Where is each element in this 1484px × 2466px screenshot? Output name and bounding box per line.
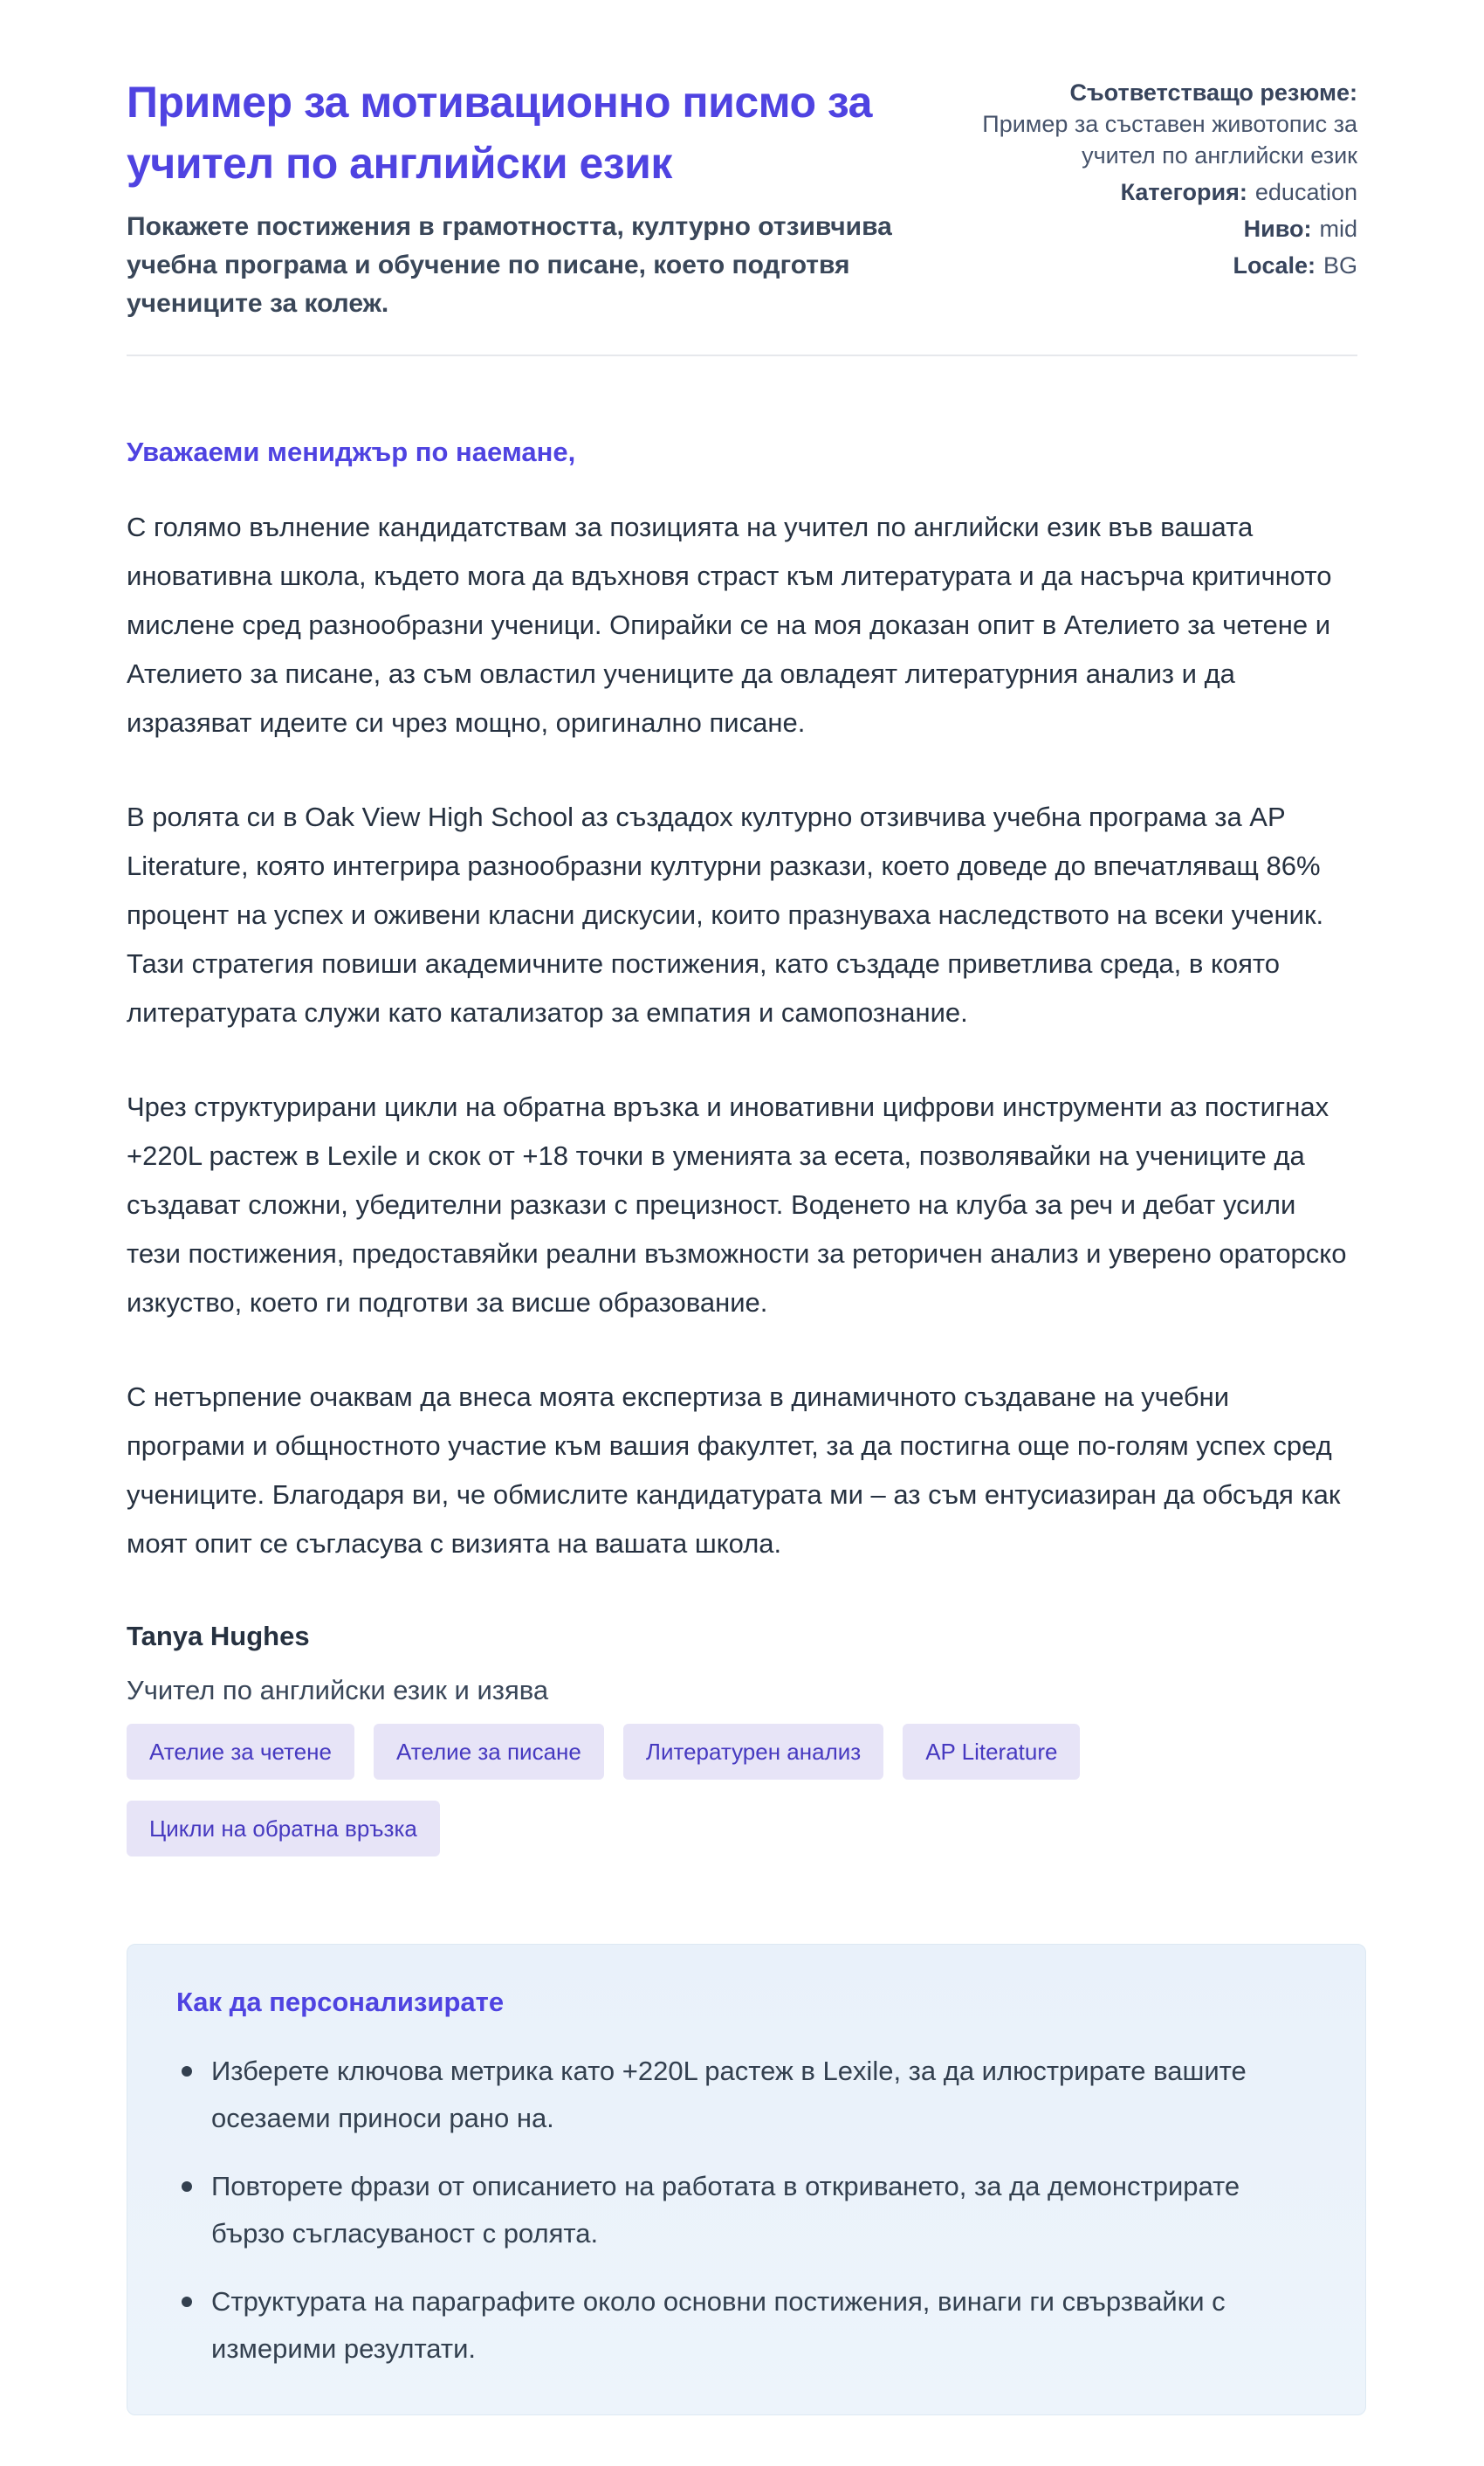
meta-resume-value: Пример за съставен животопис за учител по английски език (982, 111, 1357, 169)
meta-category-row (979, 176, 1357, 208)
tag-list (127, 1724, 1366, 1856)
callout-list-text: Изберете ключова метрика като +220L растеж в Lexile, за да илюстрирате вашите осезаеми приноси рано на. (211, 2056, 1247, 2133)
meta-category-value: education (1254, 179, 1357, 205)
meta-panel (979, 72, 1357, 281)
callout-list-item (176, 2163, 1259, 2257)
meta-category-label: Категория: (1120, 179, 1247, 205)
letter-paragraph: Чрез структурирани цикли на обратна връзка и иновативни цифрови инструменти аз постигнах +220L растеж в Lexile и скок от +18 точки в уменията за есета, позволявайки на учениците да създават сложни, убедителни разкази с прецизност. Воденето на клуба за реч и дебат усили тези постижения, предоставяйки реални възможности за реторичен анализ и уверено ораторско изкуство, което ги подготви за висше образование. (127, 1092, 1347, 1318)
bullet-icon (182, 2181, 192, 2192)
tag-chip: AP Literature (903, 1724, 1080, 1780)
letter-paragraph: С нетърпение очаквам да внеса моята експертиза в динамичното създаване на учебни програми и общностното участие към вашия факултет, за да постигна още по-голям успех сред учениците. Благодаря ви, че обмислите кандидатурата ми – аз съм ентусиазиран да обсъдя как моят опит се съгласува с визията на вашата школа. (127, 1381, 1341, 1559)
tag-chip: Ателие за писане (374, 1724, 604, 1780)
page-subtitle: Покажете постижения в грамотността, културно отзивчива учебна програма и обучение по писане, което подготвя учениците за колеж. (127, 212, 892, 318)
tag-chip: Литературен анализ (623, 1724, 883, 1780)
meta-resume-label: Съответстващо резюме: (1069, 79, 1357, 106)
header-divider (127, 355, 1357, 356)
letter-greeting: Уважаеми мениджър по наемане, (127, 437, 576, 467)
callout-list-text: Повторете фрази от описанието на работата в откриването, за да демонстрирате бързо съгласуваност с ролята. (211, 2171, 1240, 2249)
meta-locale-row (979, 250, 1357, 281)
letter-body (127, 433, 1357, 2415)
callout-list-item (176, 2278, 1259, 2373)
header (127, 72, 1357, 323)
meta-level-label: Ниво: (1243, 216, 1312, 242)
signature-role: Учител по английски език и изява (127, 1675, 549, 1705)
tag-chip: Ателие за четене (127, 1724, 354, 1780)
meta-level-row (979, 213, 1357, 245)
letter-paragraph: В ролята си в Oak View High School аз създадох културно отзивчива учебна програма за AP Literature, която интегрира разнообразни културни разкази, което доведе до впечатляващ 86% процент на успех и оживени класни дискусии, които празнуваха наследството на всеки ученик. Тази стратегия повиши академичните постижения, като създаде приветлива среда, в която литературата служи като катализатор за емпатия и самопознание. (127, 802, 1324, 1028)
page-title: Пример за мотивационно писмо за учител по английски език (127, 78, 872, 188)
tag-chip: Цикли на обратна връзка (127, 1801, 440, 1856)
callout-box (127, 1944, 1366, 2415)
bullet-icon (182, 2297, 192, 2307)
bullet-icon (182, 2066, 192, 2077)
callout-title: Как да персонализирате (176, 1987, 505, 2017)
meta-locale-value: BG (1323, 252, 1357, 279)
letter-paragraph: С голямо вълнение кандидатствам за позицията на учител по английски език във вашата иновативна школа, където мога да вдъхновя страст към литературата и да насърча критичното мислене сред разнообразни ученици. Опирайки се на моя доказан опит в Ателието за четене и Ателието за писане, аз съм овластил учениците да овладеят литературния анализ и да изразяват идеите си чрез мощно, оригинално писане. (127, 512, 1332, 738)
header-title-block (127, 72, 944, 323)
callout-list-item (176, 2048, 1259, 2142)
meta-level-value: mid (1319, 216, 1357, 242)
meta-locale-label: Locale: (1233, 252, 1316, 279)
signature-name: Tanya Hughes (127, 1621, 310, 1651)
callout-list (176, 2048, 1316, 2373)
callout-list-text: Структурата на параграфите около основни постижения, винаги ги свързвайки с измерими резултати. (211, 2286, 1226, 2364)
